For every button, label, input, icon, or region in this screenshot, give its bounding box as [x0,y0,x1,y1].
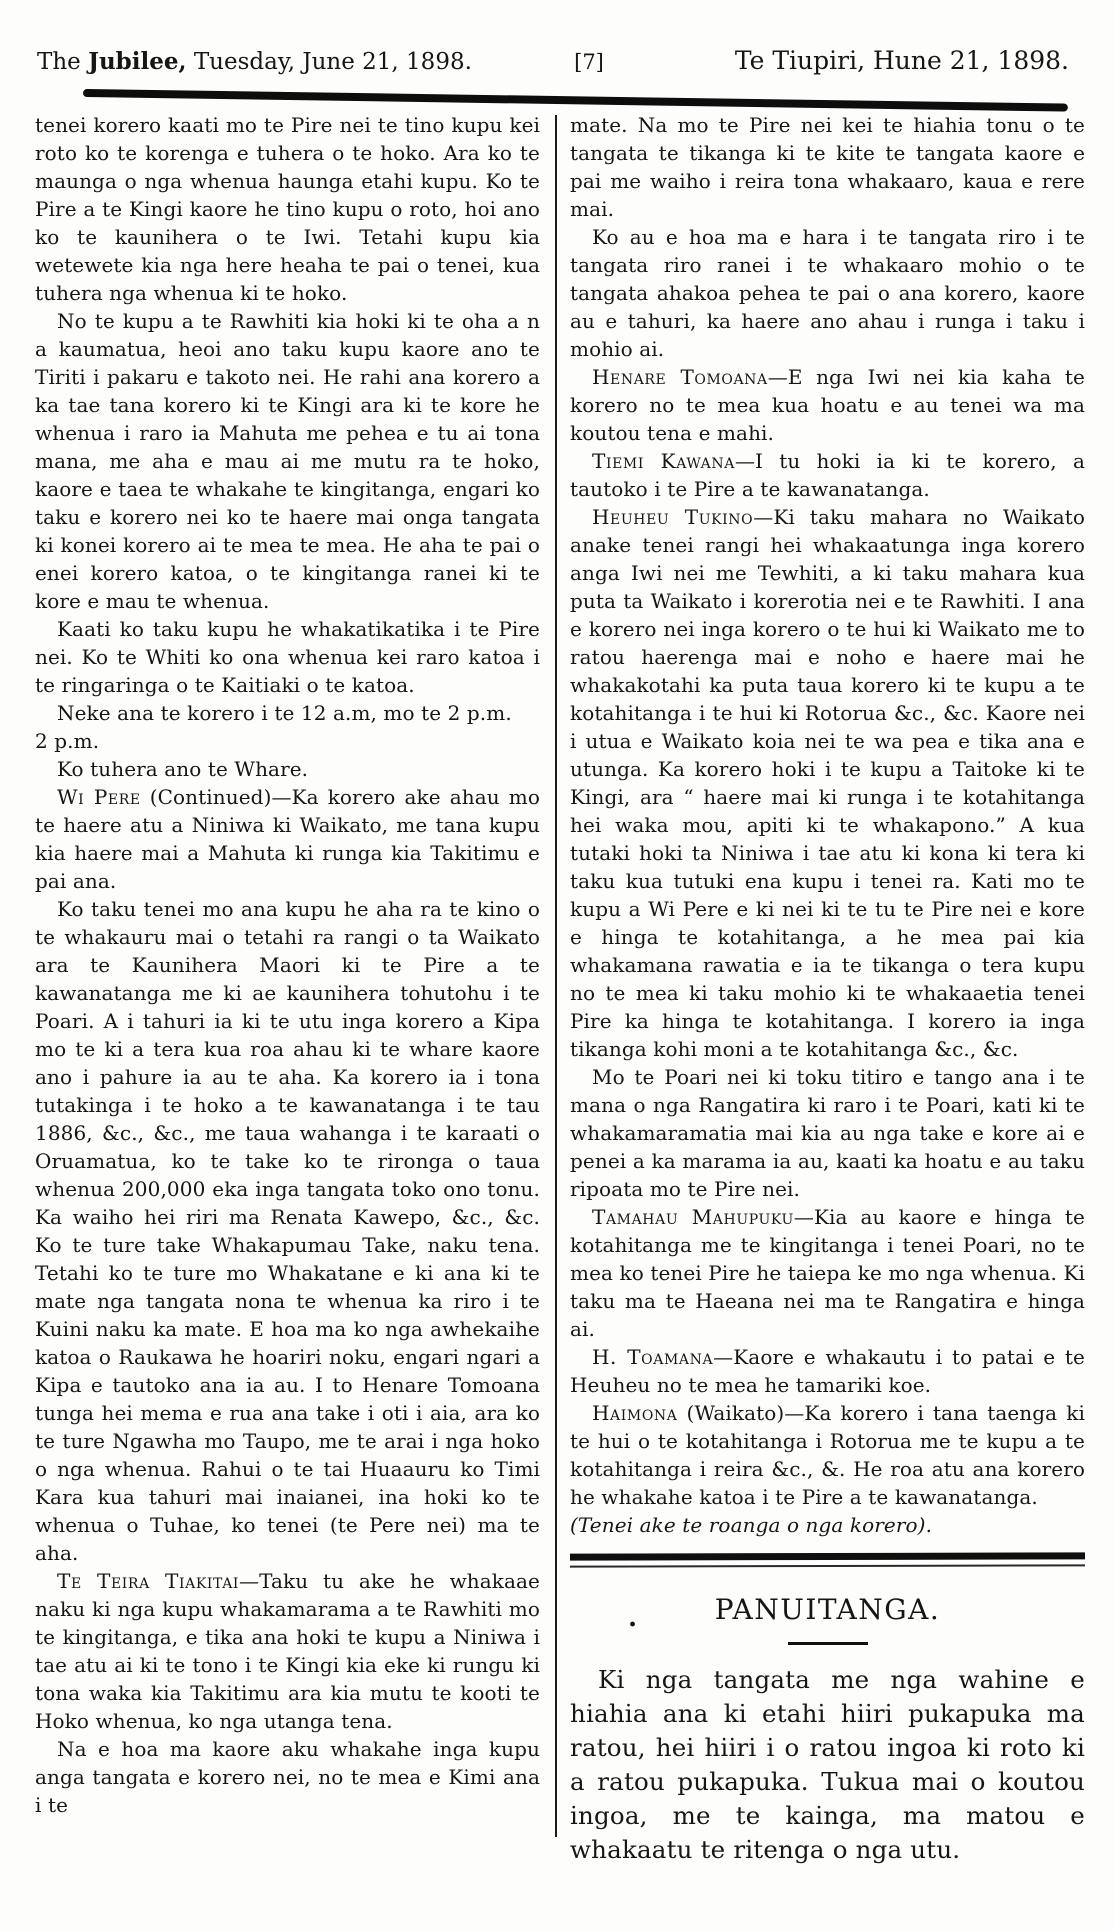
speaker-name: Haimona [592,1401,678,1425]
header-left-bold: Jubilee, [88,48,187,75]
panui-body: Ki nga tangata me nga wahine e hiahia ana ki etahi hiiri pukapuka ma ratou, hei hiiri i o ratou ingoa ki roto ki a ratou pukapuka. Tukua mai o koutou ingoa, me te kainga, ma matou e whakaatu te ritenga o nga utu. [570,1665,1085,1864]
paragraph-text: —Kaore e whakautu i to patai e te Heuheu no te mea he tamariki koe. [570,1345,1085,1397]
body-paragraph: Kaati ko taku kupu he whakatikatika i te Pire nei. Ko te Whiti ko ona whenua kei raro katoa i te ringaringa o te Kaitiaki o te katoa. [35,617,540,697]
body-paragraph [570,363,1085,447]
section-divider-rule [570,1552,1085,1567]
header-left-post: Tuesday, June 21, 1898. [186,49,472,75]
paragraph-text: —Taku tu ake he whakaae naku ki nga kupu whakamarama a te Rawhiti mo te kingitanga, e tika ana hoki te kupu a Niniwa i tae atu ai ki te tono i te Kingi kia eke ki rungu ki tona waka kia Takitimu ara kia mutu te kooti te Hoko whenua, ko nga utanga tena. [35,1569,540,1733]
header-rule [83,89,1068,112]
header-left-pre: The [37,49,89,75]
left-column [35,111,540,1867]
body-paragraph [570,503,1085,1063]
body-paragraph [35,783,540,895]
speaker-name: Wi Pere [57,785,141,809]
header-left-title [37,48,530,75]
panui-section [570,1593,1085,1867]
body-paragraph [570,1203,1085,1343]
panui-heading-row [570,1593,1085,1633]
body-paragraph: Ko tuhera ano te Whare. [57,757,309,781]
body-paragraph [35,1567,540,1735]
paragraph-text: —I tu hoki ia ki te korero, a tautoko i te Pire a te kawanatanga. [570,449,1085,501]
body-paragraph [570,447,1085,503]
column-divider [555,115,557,1837]
body-paragraph: No te kupu a te Rawhiti kia hoki ki te oha a n a kaumatua, heoi ano taku kupu kaore ano te Tiriti i pakaru e takoto nei. He rahi ana korero a ka tae tana korero ki te Kingi ara ki te kore he whenua i raro ia Mahuta me pehea e tu ai tona mana, me aha e mau ai me mutu ra te hoko, kaore e taea te whakahe te kingitanga, engari ko taku e korero nei ko te haere mai onga tangata ki konei korero ai te mea te mea. He aha te pai o enei korero katoa, o te kingitanga ranei ki te kore e mau te whenua. [35,309,540,613]
ink-mark: . [628,1603,639,1633]
body-paragraph [570,1343,1085,1399]
body-paragraph: Na e hoa ma kaore aku whakahe inga kupu anga tangata e korero nei, no te mea e Kimi ana i te [35,1737,540,1817]
body-paragraph: Mo te Poari nei ki toku titiro e tango ana i te mana o nga Rangatira ki raro i te Poari, kati ki te whakamaramatia mai kia au nga take e kore ai e penei a ka marama ia au, kaati ka hoatu e au taku ripoata mo te Pire nei. [570,1065,1085,1201]
right-column [570,111,1085,1867]
header-right-title: Te Tiupiri, Hune 21, 1898. [734,46,1069,75]
body-paragraph: Ko au e hoa ma e hara i te tangata riro i te tangata riro ranei i te whakaaro mohio o te tangata ahakoa pehea te pai o ana korero, kaore au e tahuri, ka haere ano ahau i runga i taku i mohio ai. [570,225,1085,361]
speaker-name: Henare Tomoana [592,365,768,389]
body-paragraph: mate. Na mo te Pire nei kei te hiahia tonu o te tangata te tikanga ki te kite te tangata kaore e pai me waiho i reira tona whakaaro, kaua e rere mai. [570,113,1085,221]
speaker-name: Tiemi Kawana [592,449,735,473]
page-header [35,46,1085,75]
panui-heading-rule [788,1642,868,1645]
paragraph-text: (Waikato)—Ka korero i tana taenga ki te hui o te kotahitanga i Rotorua me te kupu a te kotahitanga i reira &c., &. He roa atu ana korero he whakahe katoa i te Pire a te kawanatanga. [570,1401,1085,1509]
body-paragraph: Ko taku tenei mo ana kupu he aha ra te kino o te whakauru mai o tetahi ra rangi o ta Waikato ara te Kaunihera Maori ki te Pire a te kawanatanga me ki ae kaunihera tohutohu i te Poari. A i tahuri ia ki te utu inga korero a Kipa mo te ki a tera kua roa ahau ki te whare kaore ano i pahure ia au te aha. Ka korero ia i tona tutakinga i te hoko a te kawanatanga i te tau 1886, &c., &c., me taua wahanga i te karaati o Oruamatua, ko te take ko te rironga o taua whenua 200,000 eka inga tangata toko ono tonu. Ka waiho hei riri ma Renata Kawepo, &c., &c. Ko te ture take Whakapumau Take, naku tena. Tetahi ko te ture mo Whakatane e ki ana ki te mate nga tangata nona te whenua ka riro i te Kuini naku ka mate. E hoa ma ko nga awhekaihe katoa o Raukawa he hoariri noku, engari ngari a Kipa e tautoko ana ia au. I to Henare Tomoana tunga hei mema e rua ana take i oti i aia, ara ko te ture Ngawha mo Taupo, me te arai i nga hoko o nga whenua. Rahui o te tai Huaauru ko Timi Kara kua tahuri mai inaianei, ina hoki ko te whenua o Tuhae, ko tenei (te Pere nei) ma te aha. [35,897,540,1565]
paragraph-text: —Kia au kaore e hinga te kotahitanga me te kingitanga i tenei Poari, no te mea ko tenei Pire he taiepa ke mo nga whenua. Ki taku ma te Haeana nei ma te Rangatira e hinga ai. [570,1205,1085,1341]
paragraph-text: —Ki taku mahara no Waikato anake tenei rangi hei whakaatunga inga korero anga Iwi nei me Tewhiti, a ki taku mahara kua puta ta Waikato i korerotia nei e te Rawhiti. I ana e korero nei inga korero o te hui ki Waikato me to ratou haerenga mai e noho e haere mai he whakakotahi ka puta taua korero ki te kupu a te kotahitanga i te hui ki Rotorua &c., &c. Kaore nei i utua e Waikato koia nei te wa pea e tika ana e utunga. Ka korero hoki i te kupu a Taitoke ki te Kingi, ara “ haere mai ki runga i te kotahitanga hei waka mou, apiti ki te whakapono.” A kua tutaki hoki ta Niniwa i tae atu ki kona ki tera ki taku kua tutuki ena kupu i tenei ra. Kati mo te kupu a Wi Pere e ki nei ki te tu te Pire nei e kore e hinga te kotahitanga, a he mea pai kia whakamana rawatia e ia te tikanga o tera kupu no te mea ki taku mohio ki te whakaaetia tenei Pire ka hinga te kotahitanga. I korero ia inga tikanga kohi moni a te kotahitanga &c., &c. [570,505,1085,1061]
speaker-name: Tamahau Mahupuku [592,1205,794,1229]
body-paragraph [570,1399,1085,1511]
panui-heading: PANUITANGA. [714,1593,941,1626]
body-paragraph: Neke ana te korero i te 12 a.m, mo te 2 p.m. [57,701,512,725]
body-paragraph: tenei korero kaati mo te Pire nei te tino kupu kei roto ko te korenga e tuhera o te hoko. Ara ko te maunga o nga whenua haunga etahi kupu. Ko te Pire a te Kingi kaore he tino kupu o roto, hoi ano ko te kaunihera o te Iwi. Tetahi kupu kia wetewete kia nga here heaha te pai o tenei, kua tuhera nga whenua ki te hoko. [35,113,540,305]
session-time: 2 p.m. [35,729,100,753]
columns-container [35,111,1085,1867]
speaker-name: H. Toamana [592,1345,714,1369]
paragraph-text: —E nga Iwi nei kia kaha te korero no te mea kua hoatu e au tenei wa ma koutou tena e mahi. [570,365,1085,445]
paragraph-text: (Continued)—Ka korero ake ahau mo te haere atu a Niniwa ki Waikato, me tana kupu kia haere mai a Mahuta ki runga kia Takitimu e pai ana. [35,785,540,893]
page-number: [7] [574,50,604,74]
speaker-name: Heuheu Tukino [592,505,754,529]
speaker-name: Te Teira Tiakitai [57,1569,240,1593]
continuation-note: (Tenei ake te roanga o nga korero). [570,1513,933,1537]
